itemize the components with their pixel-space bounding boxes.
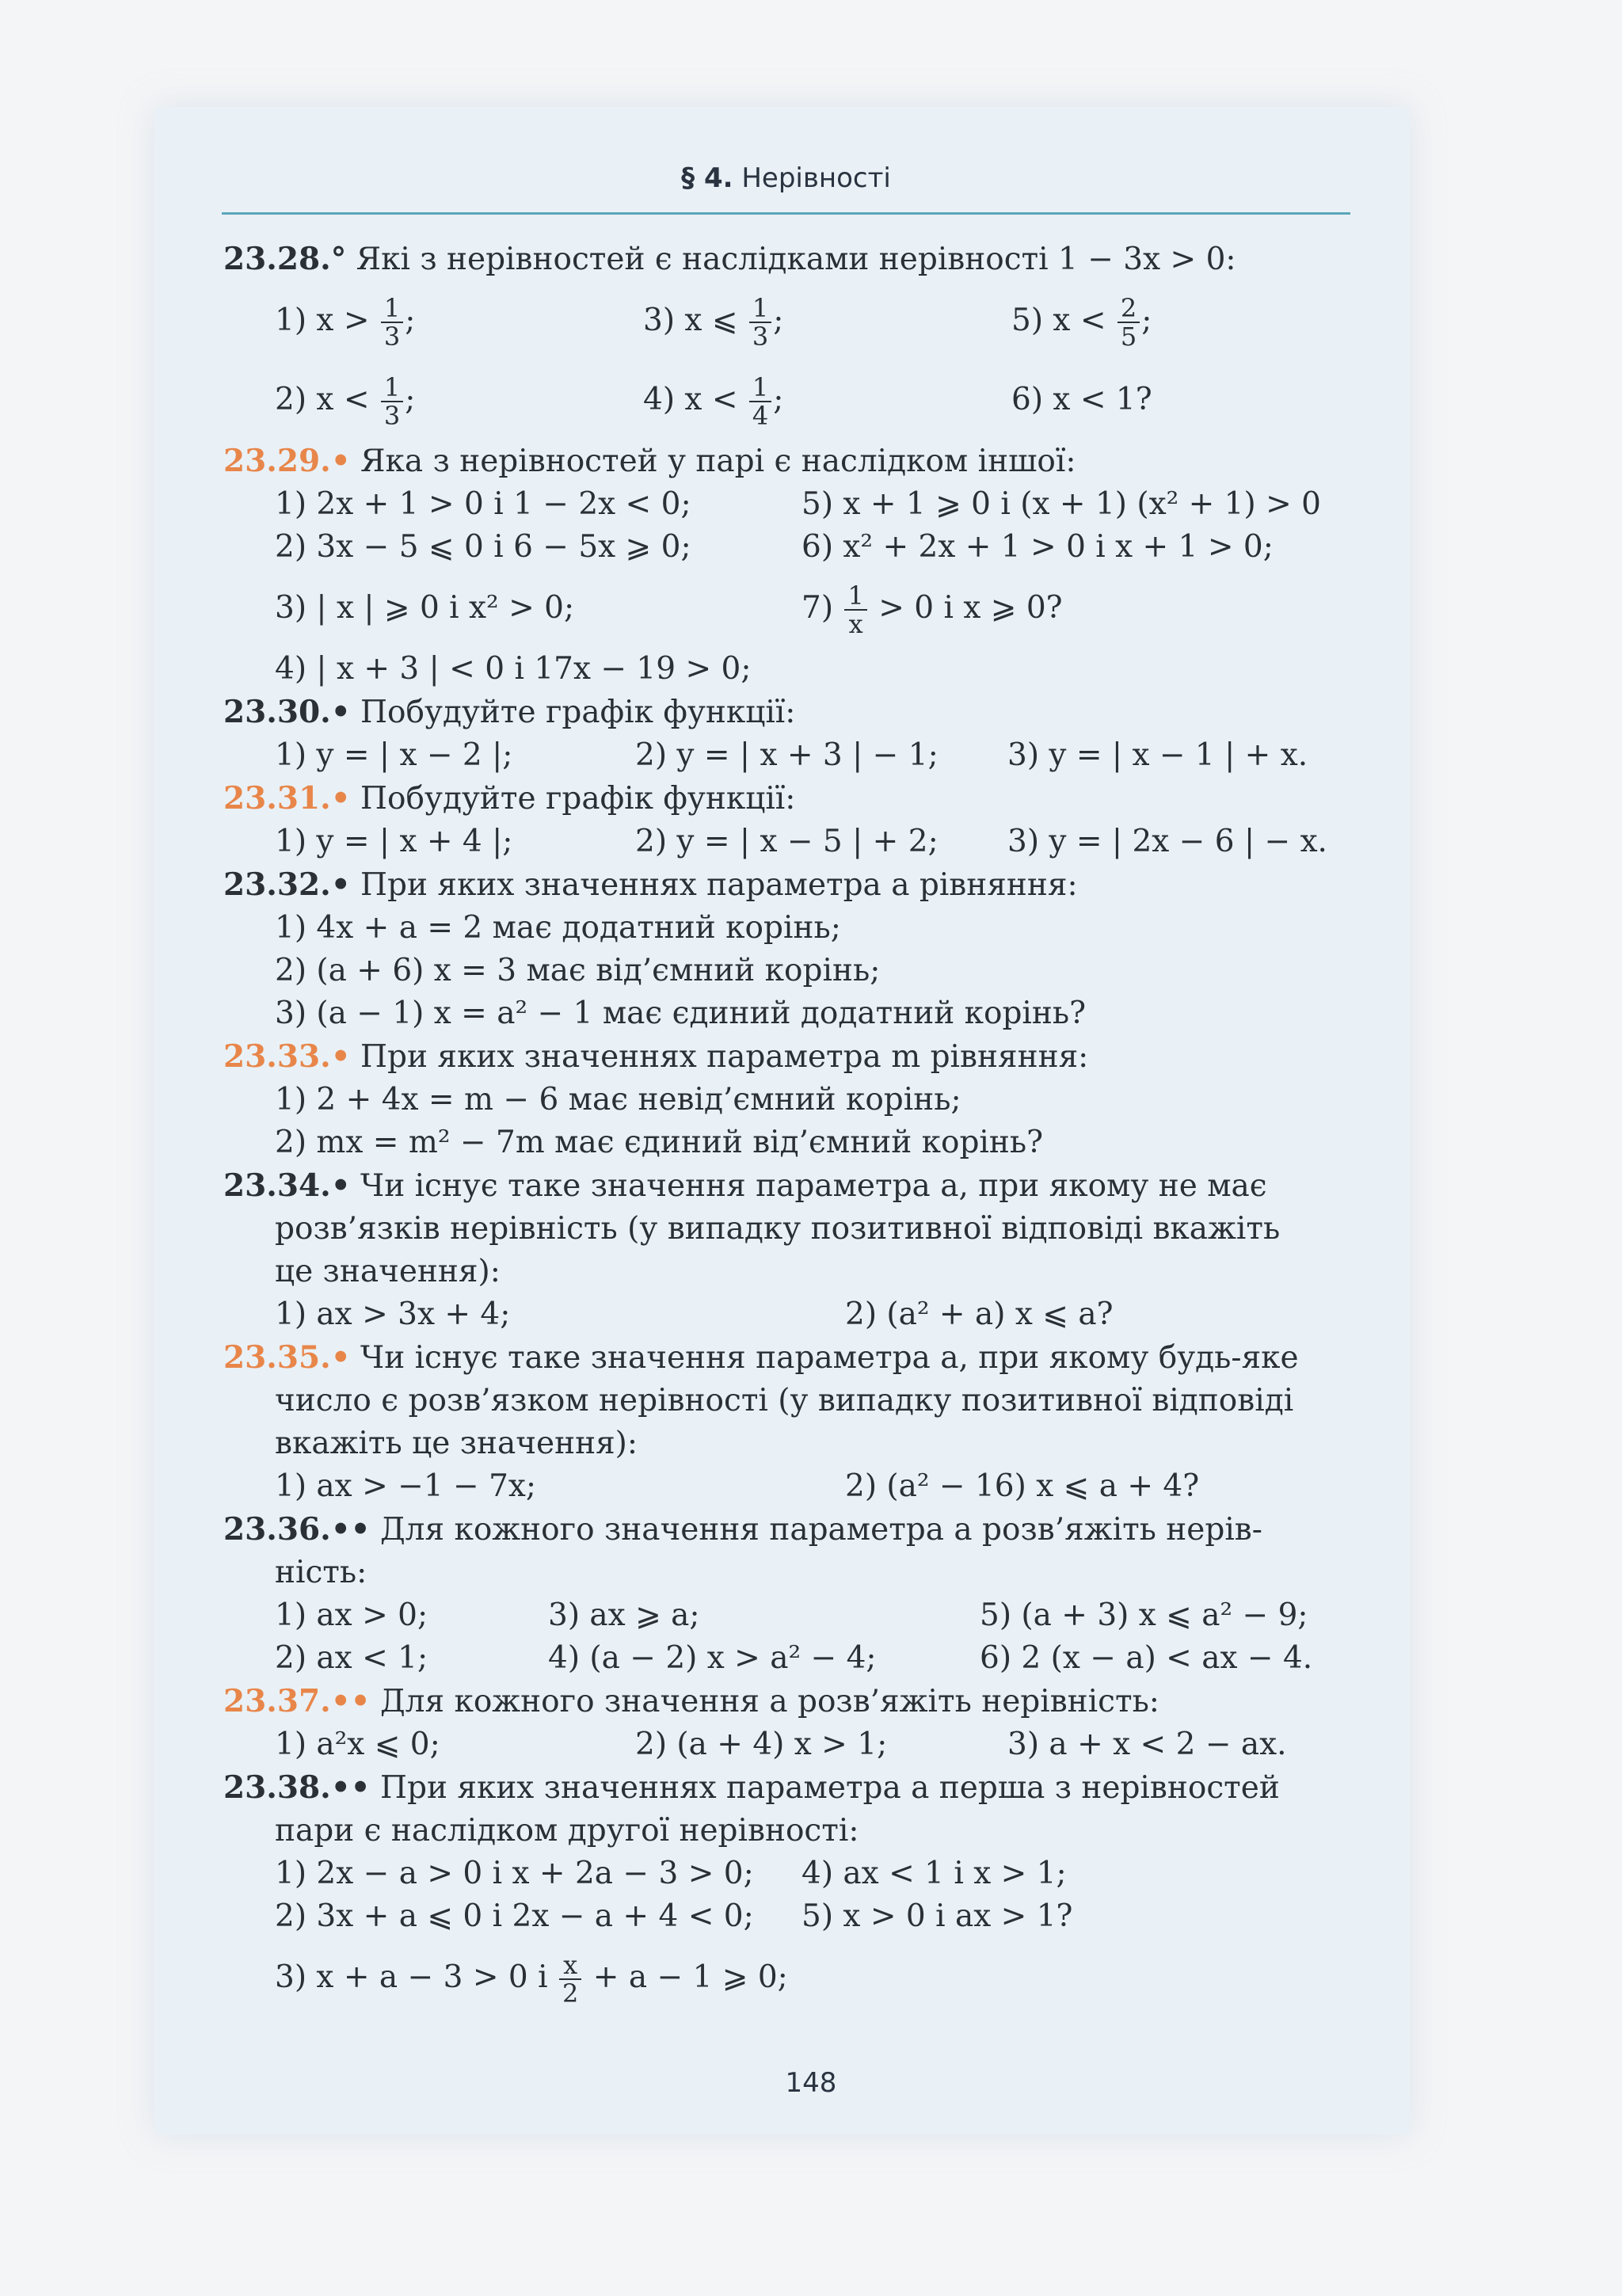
options-row bbox=[223, 1594, 1372, 1637]
exercise-23-32 bbox=[223, 863, 1372, 907]
exercise-text: При яких значеннях параметра a перша з нерівностей bbox=[379, 1770, 1280, 1806]
exercise-number: 23.36.•• bbox=[223, 1511, 371, 1548]
exercise-text: Побудуйте графік функції: bbox=[360, 781, 796, 817]
exercise-23-30 bbox=[223, 691, 1372, 734]
exercise-number: 23.33.• bbox=[223, 1038, 351, 1075]
option: 2) y = | x + 3 | − 1; bbox=[635, 737, 939, 773]
exercise-text: Яка з нерівностей у парі є наслідком іншої: bbox=[360, 444, 1076, 479]
page-number: 148 bbox=[785, 2067, 837, 2099]
exercise-list bbox=[223, 238, 1372, 2017]
exercise-text: Чи існує таке значення параметра a, при якому будь-яке bbox=[360, 1340, 1299, 1376]
option: 1) y = | x − 2 |; bbox=[275, 737, 513, 773]
options-row bbox=[223, 1852, 1372, 1895]
option: 3) y = | 2x − 6 | − x. bbox=[1007, 824, 1327, 859]
exercise-number: 23.30.• bbox=[223, 694, 351, 730]
option: 1) ax > 0; bbox=[275, 1597, 428, 1633]
exercise-text: При яких значеннях параметра a рівняння: bbox=[360, 867, 1078, 903]
option: 3) a + x < 2 − ax. bbox=[1007, 1727, 1287, 1762]
exercise-number: 23.31.• bbox=[223, 780, 351, 817]
exercise-number: 23.32.• bbox=[223, 866, 351, 903]
options-row bbox=[223, 1637, 1372, 1680]
option: 3) | x | ⩾ 0 і x² > 0; bbox=[275, 590, 575, 626]
option: 1) ax > 3x + 4; bbox=[275, 1296, 511, 1332]
option: 1) 2x − a > 0 і x + 2a − 3 > 0; bbox=[275, 1856, 754, 1891]
option: 5) x < $\frac{2}{5}$ ; bbox=[1011, 293, 1152, 352]
exercise-text: Чи існує таке значення параметра a, при якому не має bbox=[360, 1168, 1267, 1204]
options-row-1 bbox=[223, 281, 1372, 360]
exercise-number: 23.38.•• bbox=[223, 1769, 371, 1806]
options-row bbox=[223, 1723, 1372, 1766]
option: 5) x + 1 ⩾ 0 і (x + 1) (x² + 1) > 0 bbox=[801, 486, 1321, 522]
header-rule bbox=[222, 212, 1350, 215]
option: 5) x > 0 і ax > 1? bbox=[801, 1898, 1073, 1934]
option: 3) y = | x − 1 | + x. bbox=[1007, 737, 1308, 773]
exercise-text: Які з нерівностей є наслідками нерівності 1 − 3x > 0: bbox=[356, 242, 1236, 277]
options-row bbox=[223, 734, 1372, 777]
option: 1) 4x + a = 2 має додатний корінь; bbox=[275, 910, 841, 946]
option: 2) (a + 6) x = 3 має від’ємний корінь; bbox=[275, 953, 881, 988]
option: 3) (a − 1) x = a² − 1 має єдиний додатний корінь? bbox=[275, 996, 1087, 1031]
exercise-number: 23.37.•• bbox=[223, 1683, 371, 1719]
option: 5) (a + 3) x ⩽ a² − 9; bbox=[980, 1597, 1308, 1633]
option: 1) a²x ⩽ 0; bbox=[275, 1727, 440, 1762]
option: 2) (a + 4) x > 1; bbox=[635, 1727, 888, 1762]
option: 6) x² + 2x + 1 > 0 і x + 1 > 0; bbox=[801, 529, 1274, 565]
option: 2) (a² + a) x ⩽ a? bbox=[845, 1296, 1114, 1332]
options-row bbox=[223, 1293, 1372, 1336]
options-row bbox=[223, 648, 1372, 691]
option: 1) x > $\frac{1}{3}$ ; bbox=[275, 293, 416, 352]
option: 3) x ⩽ $\frac{1}{3}$ ; bbox=[643, 293, 784, 352]
section-number: § 4. bbox=[681, 162, 733, 194]
exercise-text: Побудуйте графік функції: bbox=[360, 695, 796, 730]
option: 1) 2 + 4x = m − 6 має невід’ємний корінь; bbox=[275, 1082, 961, 1118]
options-row-2 bbox=[223, 360, 1372, 440]
options-row bbox=[223, 569, 1372, 648]
options-row bbox=[223, 1465, 1372, 1508]
exercise-text: Для кожного значення a розв’яжіть нерівність: bbox=[379, 1684, 1159, 1719]
exercise-23-35 bbox=[223, 1336, 1372, 1380]
option: 6) x < 1? bbox=[1011, 382, 1152, 417]
exercise-number: 23.34.• bbox=[223, 1167, 351, 1204]
options-row bbox=[223, 526, 1372, 569]
option: 2) ax < 1; bbox=[275, 1640, 428, 1676]
options-row bbox=[223, 1895, 1372, 1938]
options-row bbox=[223, 821, 1372, 863]
exercise-text: пари є наслідком другої нерівності: bbox=[275, 1813, 859, 1849]
exercise-number: 23.35.• bbox=[223, 1339, 351, 1376]
option: 6) 2 (x − a) < ax − 4. bbox=[980, 1640, 1313, 1676]
options-row bbox=[223, 483, 1372, 526]
section-title: Нерівності bbox=[741, 162, 891, 194]
option: 3) ax ⩾ a; bbox=[548, 1597, 700, 1633]
exercise-text: Для кожного значення параметра a розв’яжіть нерів- bbox=[379, 1512, 1262, 1548]
option: 1) 2x + 1 > 0 і 1 − 2x < 0; bbox=[275, 486, 691, 522]
exercise-number: 23.29.• bbox=[223, 443, 351, 479]
option: 7) $\frac{1}{x}$ > 0 і x ⩾ 0? bbox=[801, 581, 1063, 639]
option: 2) y = | x − 5 | + 2; bbox=[635, 824, 939, 859]
option: 3) x + a − 3 > 0 і $\frac{x}{2}$ + a − 1 ⩾ 0; bbox=[275, 1950, 788, 2009]
option: 2) (a² − 16) x ⩽ a + 4? bbox=[845, 1468, 1200, 1504]
exercise-23-38 bbox=[223, 1766, 1372, 1810]
exercise-23-33 bbox=[223, 1035, 1372, 1079]
exercise-text: вкажіть це значення): bbox=[275, 1426, 638, 1461]
option: 2) 3x − 5 ⩽ 0 і 6 − 5x ⩾ 0; bbox=[275, 529, 691, 565]
option: 2) x < $\frac{1}{3}$ ; bbox=[275, 372, 416, 431]
exercise-23-29 bbox=[223, 440, 1372, 483]
exercise-text: розв’язків нерівність (у випадку позитивної відповіді вкажіть bbox=[275, 1211, 1281, 1247]
exercise-23-36 bbox=[223, 1508, 1372, 1552]
exercise-23-34 bbox=[223, 1164, 1372, 1208]
option: 4) (a − 2) x > a² − 4; bbox=[548, 1640, 877, 1676]
exercise-23-31 bbox=[223, 777, 1372, 821]
options-row bbox=[223, 1938, 1372, 2017]
option: 1) ax > −1 − 7x; bbox=[275, 1468, 537, 1504]
option: 1) y = | x + 4 |; bbox=[275, 824, 513, 859]
exercise-text: ність: bbox=[275, 1555, 367, 1590]
exercise-text: це значення): bbox=[275, 1254, 501, 1289]
exercise-number: 23.28.° bbox=[223, 241, 347, 277]
option: 4) x < $\frac{1}{4}$ ; bbox=[643, 372, 784, 431]
option: 2) mx = m² − 7m має єдиний від’ємний корінь? bbox=[275, 1125, 1044, 1160]
exercise-text: число є розв’язком нерівності (у випадку позитивної відповіді bbox=[275, 1383, 1294, 1418]
exercise-23-28 bbox=[223, 238, 1372, 281]
exercise-text: При яких значеннях параметра m рівняння: bbox=[360, 1039, 1089, 1075]
option: 2) 3x + a ⩽ 0 і 2x − a + 4 < 0; bbox=[275, 1898, 754, 1934]
option: 4) ax < 1 і x > 1; bbox=[801, 1856, 1067, 1891]
exercise-23-37 bbox=[223, 1680, 1372, 1723]
running-header bbox=[222, 162, 1350, 194]
option: 4) | x + 3 | < 0 і 17x − 19 > 0; bbox=[275, 651, 752, 687]
